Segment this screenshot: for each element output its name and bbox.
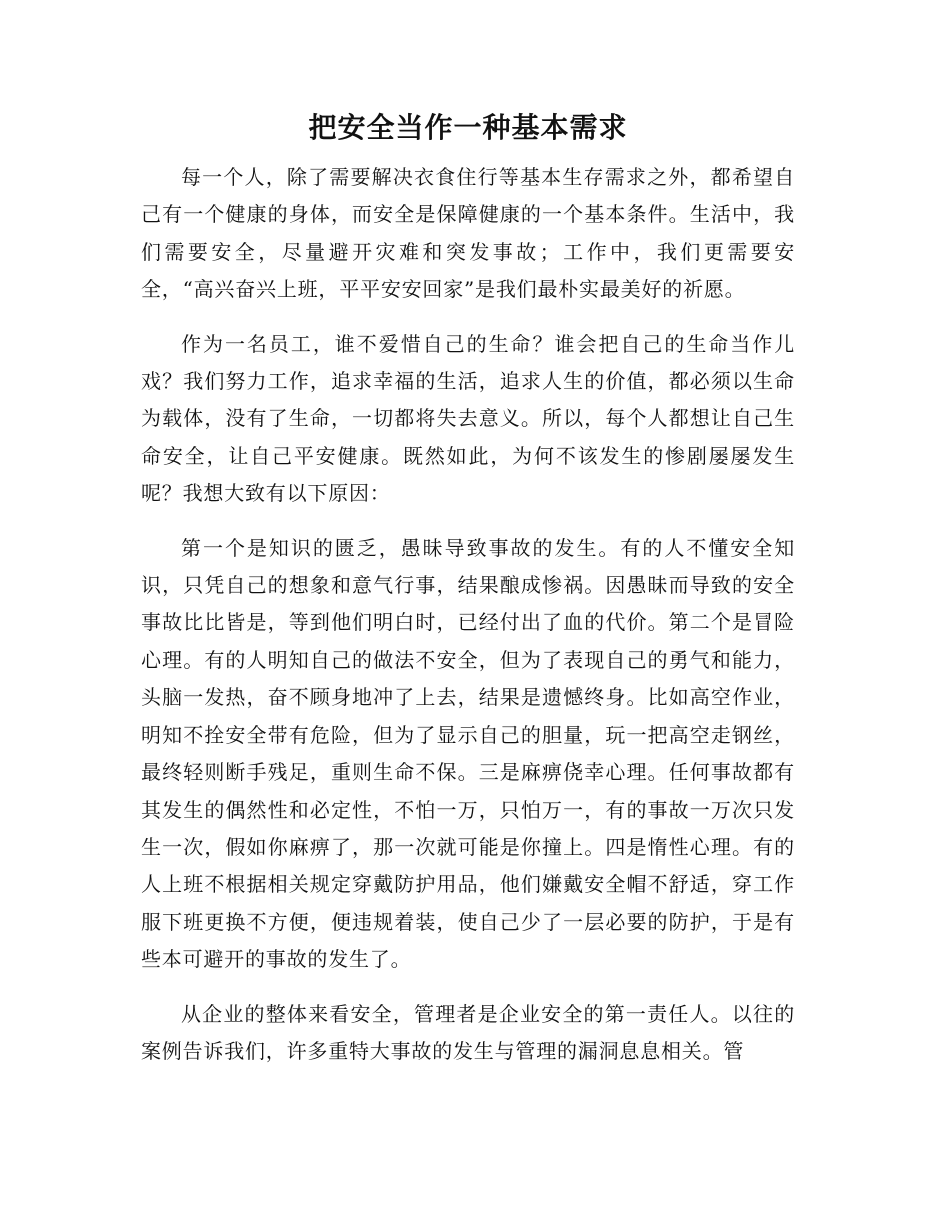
document-page <box>141 108 795 1070</box>
paragraph-1: 每一个人，除了需要解决衣食住行等基本生存需求之外，都希望自己有一个健康的身体，而安全是保障健康的一个基本条件。生活中，我们需要安全，尽量避开灾难和突发事故；工作中，我们更需要安全，“高兴奋兴上班，平平安安回家”是我们最朴实最美好的祈愿。 <box>141 165 795 302</box>
paragraph-3: 第一个是知识的匮乏，愚昧导致事故的发生。有的人不懂安全知识，只凭自己的想象和意气行事，结果酿成惨祸。因愚昧而导致的安全事故比比皆是，等到他们明白时，已经付出了血的代价。第二个是冒险心理。有的人明知自己的做法不安全，但为了表现自己的勇气和能力，头脑一发热，奋不顾身地冲了上去，结果是遗憾终身。比如高空作业，明知不拴安全带有危险，但为了显示自己的胆量，玩一把高空走钢丝，最终轻则断手残足，重则生命不保。三是麻痹侥幸心理。任何事故都有其发生的偶然性和必定性，不怕一万，只怕万一，有的事故一万次只发生一次，假如你麻痹了，那一次就可能是你撞上。四是惰性心理。有的人上班不根据相关规定穿戴防护用品，他们嫌戴安全帽不舒适，穿工作服下班更换不方便，便违规着装，使自己少了一层必要的防护，于是有些本可避开的事故的发生了。 <box>141 535 795 972</box>
paragraph-4: 从企业的整体来看安全，管理者是企业安全的第一责任人。以往的案例告诉我们，许多重特大事故的发生与管理的漏洞息息相关。管 <box>141 1001 795 1063</box>
document-title: 把安全当作一种基本需求 <box>308 111 628 144</box>
paragraph-2: 作为一名员工，谁不爱惜自己的生命？谁会把自己的生命当作儿戏？我们努力工作，追求幸福的生活，追求人生的价值，都必须以生命为载体，没有了生命，一切都将失去意义。所以，每个人都想让自己生命安全，让自己平安健康。既然如此，为何不该发生的惨剧屡屡发生呢？我想大致有以下原因： <box>141 331 795 506</box>
